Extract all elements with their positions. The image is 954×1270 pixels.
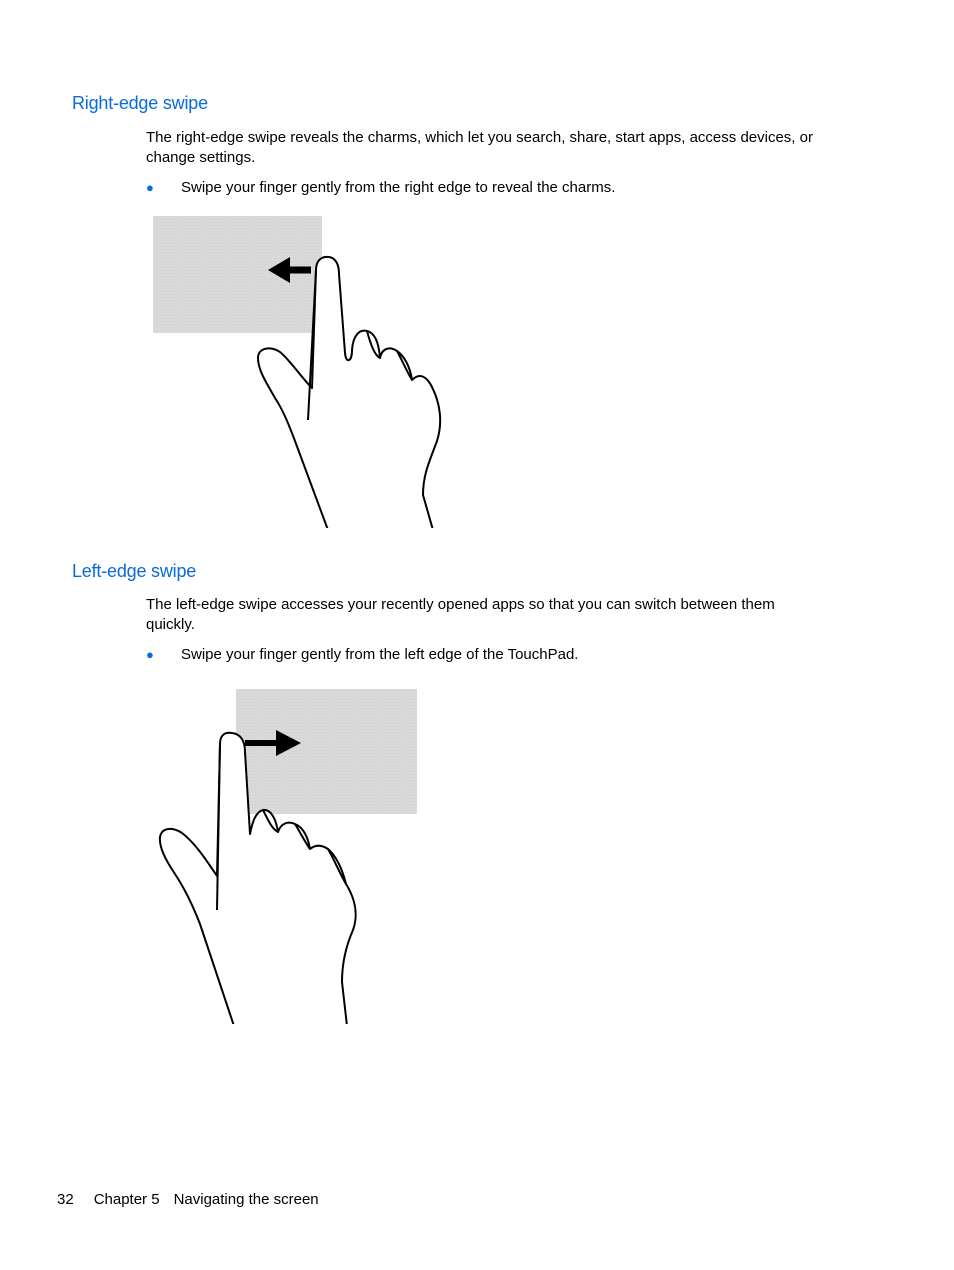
page-number: 32 xyxy=(57,1191,74,1208)
bullet-text: Swipe your finger gently from the right edge to reveal the charms. xyxy=(181,179,616,196)
paragraph-line: change settings. xyxy=(146,148,256,166)
page-footer xyxy=(57,1191,319,1208)
footer-chapter: Chapter 5 xyxy=(93,1191,160,1208)
section-paragraph-left-edge-swipe xyxy=(146,595,876,634)
section-heading-right-edge-swipe: Right-edge swipe xyxy=(72,93,208,113)
bullet-text: Swipe your finger gently from the left edge of the TouchPad. xyxy=(181,646,579,663)
touchpad-area xyxy=(153,216,322,333)
bullet-icon: ● xyxy=(146,180,154,195)
touchpad-area xyxy=(236,689,417,814)
section-heading-left-edge-swipe: Left-edge swipe xyxy=(72,561,197,581)
left-edge-swipe-illustration xyxy=(150,684,425,1029)
right-edge-swipe-illustration xyxy=(148,210,448,535)
footer-chapter-title: Navigating the screen xyxy=(173,1191,319,1208)
paragraph-line: The right-edge swipe reveals the charms, which let you search, share, start apps, access devices, or xyxy=(146,129,813,146)
section-paragraph-right-edge-swipe xyxy=(146,128,876,167)
bullet-icon: ● xyxy=(146,647,154,662)
paragraph-line: The left-edge swipe accesses your recently opened apps so that you can switch between them xyxy=(146,596,775,613)
paragraph-line: quickly. xyxy=(146,615,195,633)
